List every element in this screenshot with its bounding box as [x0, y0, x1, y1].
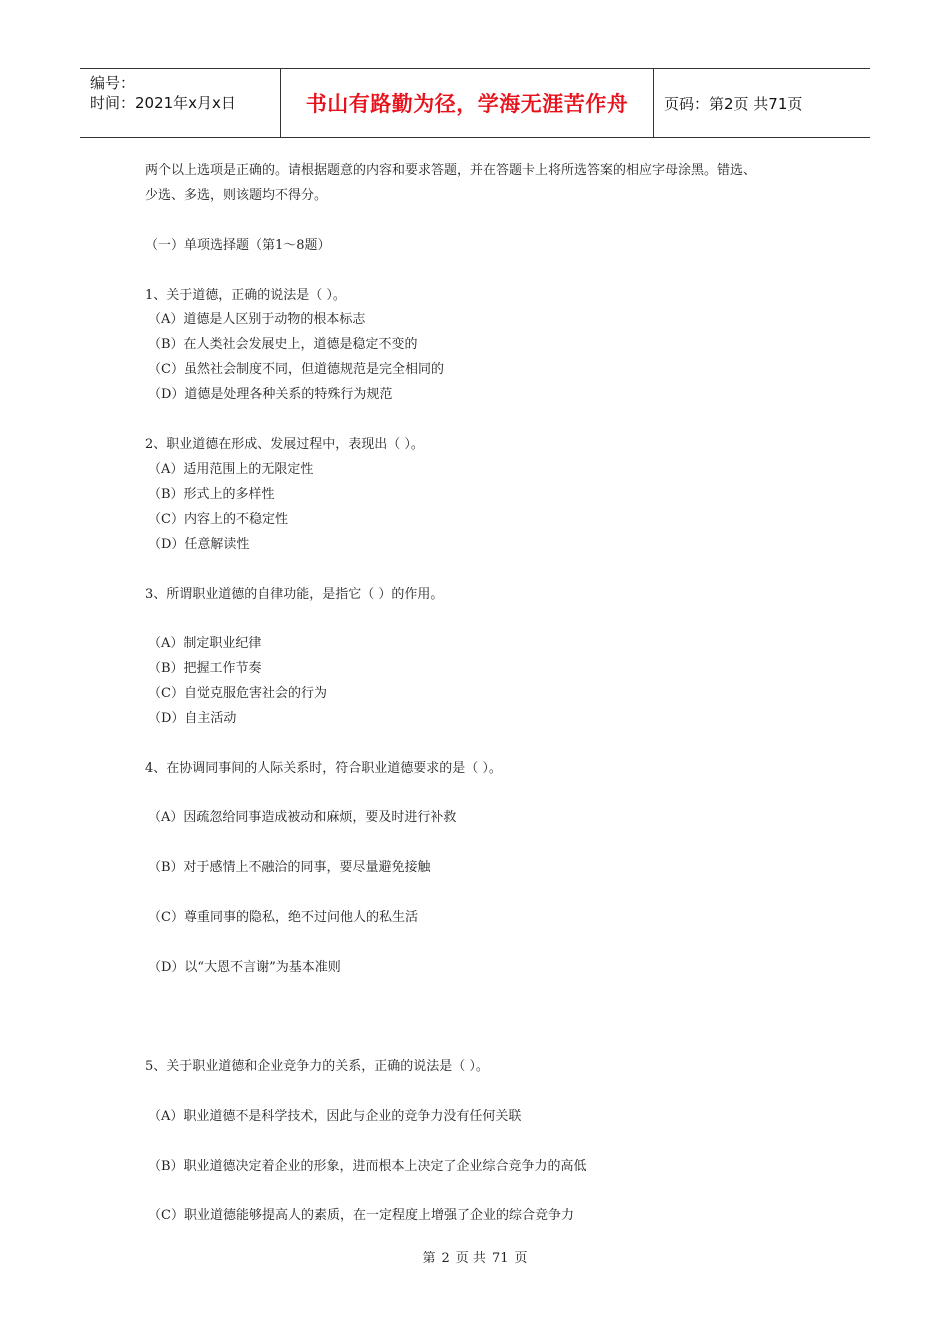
question-5-option-c: （C）职业道德能够提高人的素质，在一定程度上增强了企业的综合竞争力 — [148, 1208, 574, 1223]
question-1-option-c: （C）虽然社会制度不同，但道德规范是完全相同的 — [148, 362, 444, 377]
document-date-label: 时间：2021年x月x日 — [90, 94, 236, 112]
page-header — [80, 68, 870, 138]
question-5-option-a: （A）职业道德不是科学技术，因此与企业的竞争力没有任何关联 — [148, 1109, 522, 1124]
question-3-option-a: （A）制定职业纪律 — [148, 636, 262, 651]
question-4-option-c: （C）尊重同事的隐私，绝不过问他人的私生活 — [148, 910, 418, 925]
footer-suffix: 页 — [514, 1251, 528, 1266]
question-4-option-d: （D）以“大恩不言谢”为基本准则 — [148, 960, 341, 975]
footer-middle: 页 共 — [455, 1251, 486, 1266]
header-page-info: 页码：第2页 共71页 — [664, 94, 803, 113]
question-1-option-d: （D）道德是处理各种关系的特殊行为规范 — [148, 387, 393, 402]
intro-text-line-2: 少选、多选，则该题均不得分。 — [145, 188, 328, 203]
question-5-stem: 5、关于职业道德和企业竞争力的关系，正确的说法是（ ）。 — [145, 1059, 489, 1074]
intro-text-line-1: 两个以上选项是正确的。请根据题意的内容和要求答题，并在答题卡上将所选答案的相应字母涂黑。错选、 — [145, 163, 757, 178]
header-meta — [80, 69, 281, 137]
question-5-option-b: （B）职业道德决定着企业的形象，进而根本上决定了企业综合竞争力的高低 — [148, 1159, 587, 1174]
question-2-option-b: （B）形式上的多样性 — [148, 487, 275, 502]
question-2-option-c: （C）内容上的不稳定性 — [148, 512, 288, 527]
header-motto: 书山有路勤为径，学海无涯苦作舟 — [281, 69, 654, 137]
question-3-stem: 3、所谓职业道德的自律功能，是指它（ ）的作用。 — [145, 587, 444, 602]
question-1-option-b: （B）在人类社会发展史上，道德是稳定不变的 — [148, 337, 418, 352]
footer-total-pages: 71 — [491, 1251, 509, 1266]
question-1-option-a: （A）道德是人区别于动物的根本标志 — [148, 312, 366, 327]
question-4-stem: 4、在协调同事间的人际关系时，符合职业道德要求的是（ ）。 — [145, 761, 502, 776]
question-4-option-b: （B）对于感情上不融洽的同事，要尽量避免接触 — [148, 860, 431, 875]
document-number-label: 编号： — [90, 74, 136, 92]
footer-current-page: 2 — [441, 1251, 450, 1266]
footer-prefix: 第 — [422, 1251, 436, 1266]
question-3-option-c: （C）自觉克服危害社会的行为 — [148, 686, 327, 701]
question-2-option-a: （A）适用范围上的无限定性 — [148, 462, 314, 477]
question-2-option-d: （D）任意解读性 — [148, 537, 250, 552]
question-2-stem: 2、职业道德在形成、发展过程中，表现出（ ）。 — [145, 437, 424, 452]
page-footer — [0, 1247, 950, 1266]
question-4-option-a: （A）因疏忽给同事造成被动和麻烦，要及时进行补救 — [148, 810, 457, 825]
question-3-option-b: （B）把握工作节奏 — [148, 661, 262, 676]
section-title: （一）单项选择题（第1～8题） — [145, 238, 331, 253]
question-1-stem: 1、关于道德，正确的说法是（ ）。 — [145, 288, 346, 303]
question-3-option-d: （D）自主活动 — [148, 711, 237, 726]
